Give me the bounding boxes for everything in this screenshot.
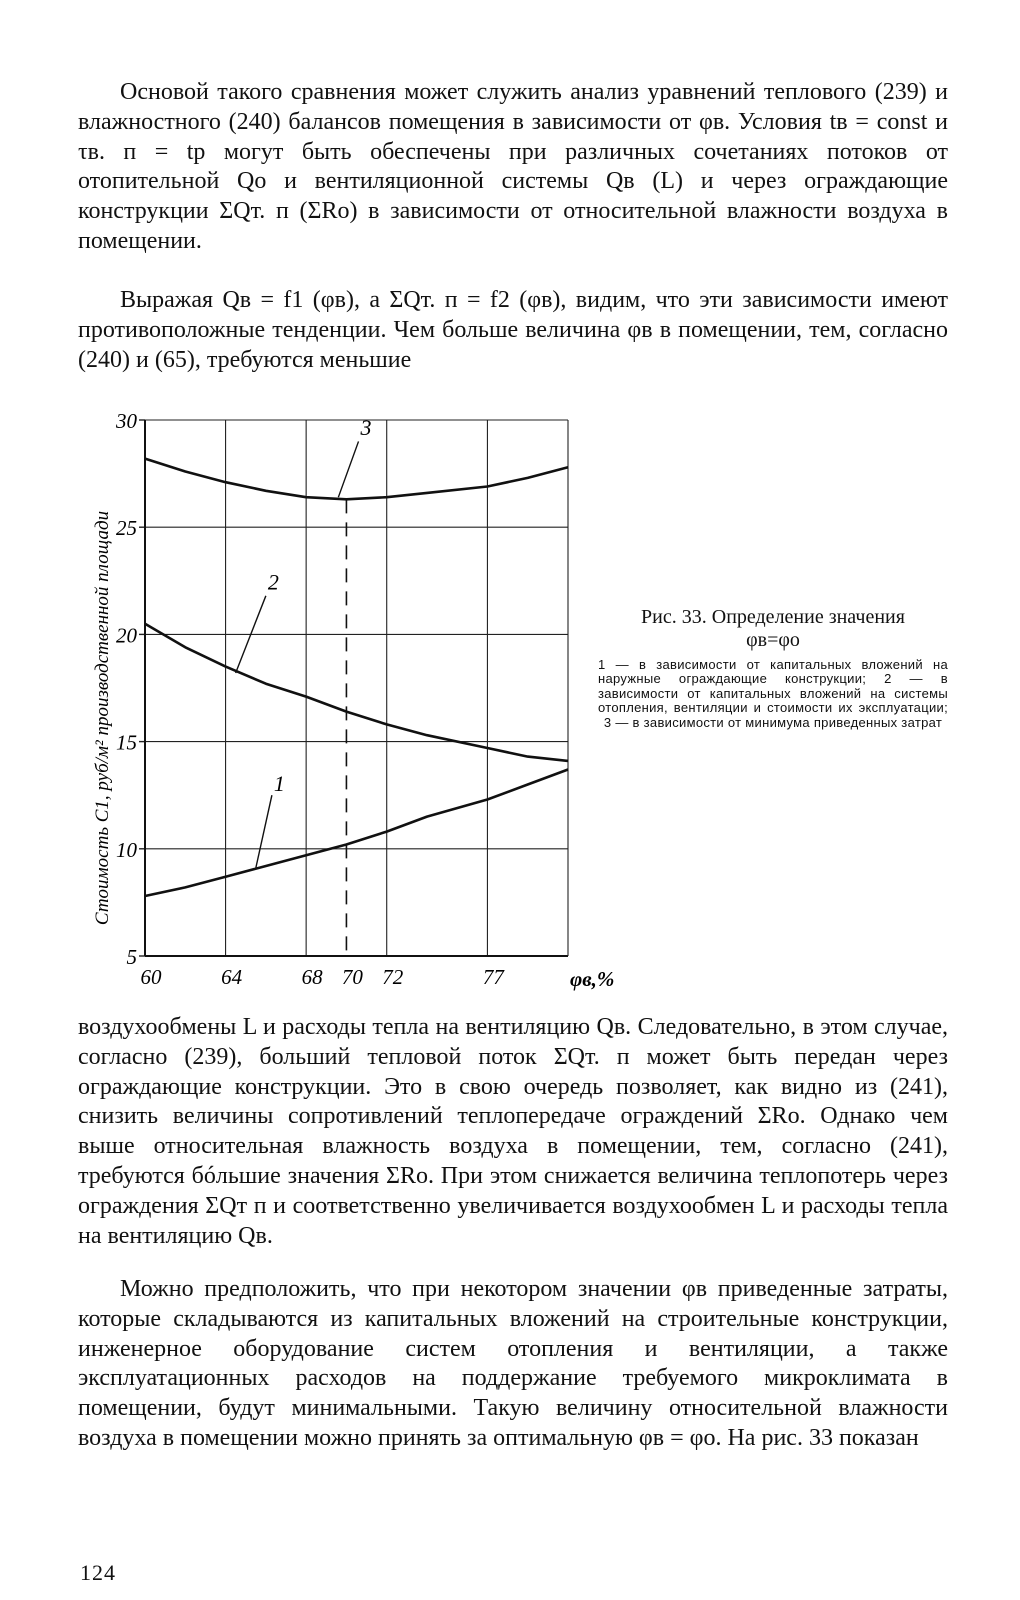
y-axis-label: Стоимость С1, руб/м² производственной площади [92,510,113,926]
chart-series [145,458,568,956]
figure-33-chart [88,404,615,1004]
x-tick-label: 70 [341,965,363,989]
chart-labels [92,409,614,991]
caption-legend: 1 — в зависимости от капитальных вложений на наружные ограждающие конструкции; 2 — в зависимости от капитальных вложений на системы отопления, вентиляции и стоимости их эксплуатации; 3 — в зависимости от минимума приведенных затрат [598,657,948,730]
x-tick-label: 68 [301,965,323,989]
curve-1-label: 1 [273,770,285,796]
curve-3 [145,459,568,500]
curve-2-label: 2 [267,569,279,595]
x-axis-label: φв,% [570,967,615,991]
chart-svg [88,404,615,1004]
chart-grid [145,420,568,956]
y-tick-label: 15 [116,730,137,755]
caption-title-line2: φв=φо [746,629,800,651]
curve-1 [145,770,568,897]
x-tick-label: 72 [382,965,404,989]
chart-axes [139,420,568,956]
curve-3-label: 3 [360,415,372,441]
x-tick-label: 60 [140,965,162,989]
curve-3-leader [338,441,358,497]
paragraph-3: воздухообмены L и расходы тепла на вентиляцию Qв. Следовательно, в этом случае, согласно (239), больший тепловой поток ΣQт. п может быть передан через ограждающие конструкции. Это в свою очередь позволяет, как видно из (241), снизить величины сопротивлений теплопередаче ограждений ΣRо. Однако чем выше относительная влажность воздуха в помещении, тем, согласно (241), требуются бóльшие значения ΣRо. При этом снижается величина теплопотерь через ограждения ΣQт п и соответственно увеличивается воздухообмен L и расходы тепла на вентиляцию Qв. [78,1014,949,1249]
caption-title [598,606,948,652]
caption-title-line1: Рис. 33. Определение значения [641,606,905,628]
y-tick-label: 10 [116,837,137,862]
x-tick-label: 77 [482,965,504,989]
paragraph-4: Можно предположить, что при некотором значении φв приведенные затраты, которые складываются из капитальных вложений на строительные конструкции, инженерное оборудование систем отопления и вентиляции, а также эксплуатационных расходов на поддержание требуемого микроклимата в помещении, будут минимальными. Такую величину относительной влажности воздуха в помещении можно принять за оптимальную φв = φо. На рис. 33 показан [78,1276,948,1451]
page-number: 124 [80,1560,116,1585]
y-tick-label: 25 [116,516,137,541]
paragraph-2: Выражая Qв = f1 (φв), а ΣQт. п = f2 (φв), видим, что эти зависимости имеют противоположные тенденции. Чем больше величина φв в помещении, тем, согласно (240) и (65), требуются меньшие [78,287,948,373]
paragraph-1: Основой такого сравнения может служить анализ уравнений теплового (239) и влажностного (240) балансов помещения в зависимости от φв. Условия tв = const и τв. п = tр могут быть обеспечены при различных сочетаниях потоков от отопительной Qо и вентиляционной системы Qв (L) и через ограждающие конструкции ΣQт. п (ΣRо) в зависимости от относительной влажности воздуха в помещении. [78,79,948,254]
y-tick-label: 30 [116,409,137,433]
y-tick-label: 5 [126,945,137,969]
figure-caption [598,606,948,730]
x-tick-label: 64 [221,965,243,989]
y-tick-label: 20 [116,623,137,648]
curve-1-leader [256,795,272,868]
curve-2 [145,624,568,761]
